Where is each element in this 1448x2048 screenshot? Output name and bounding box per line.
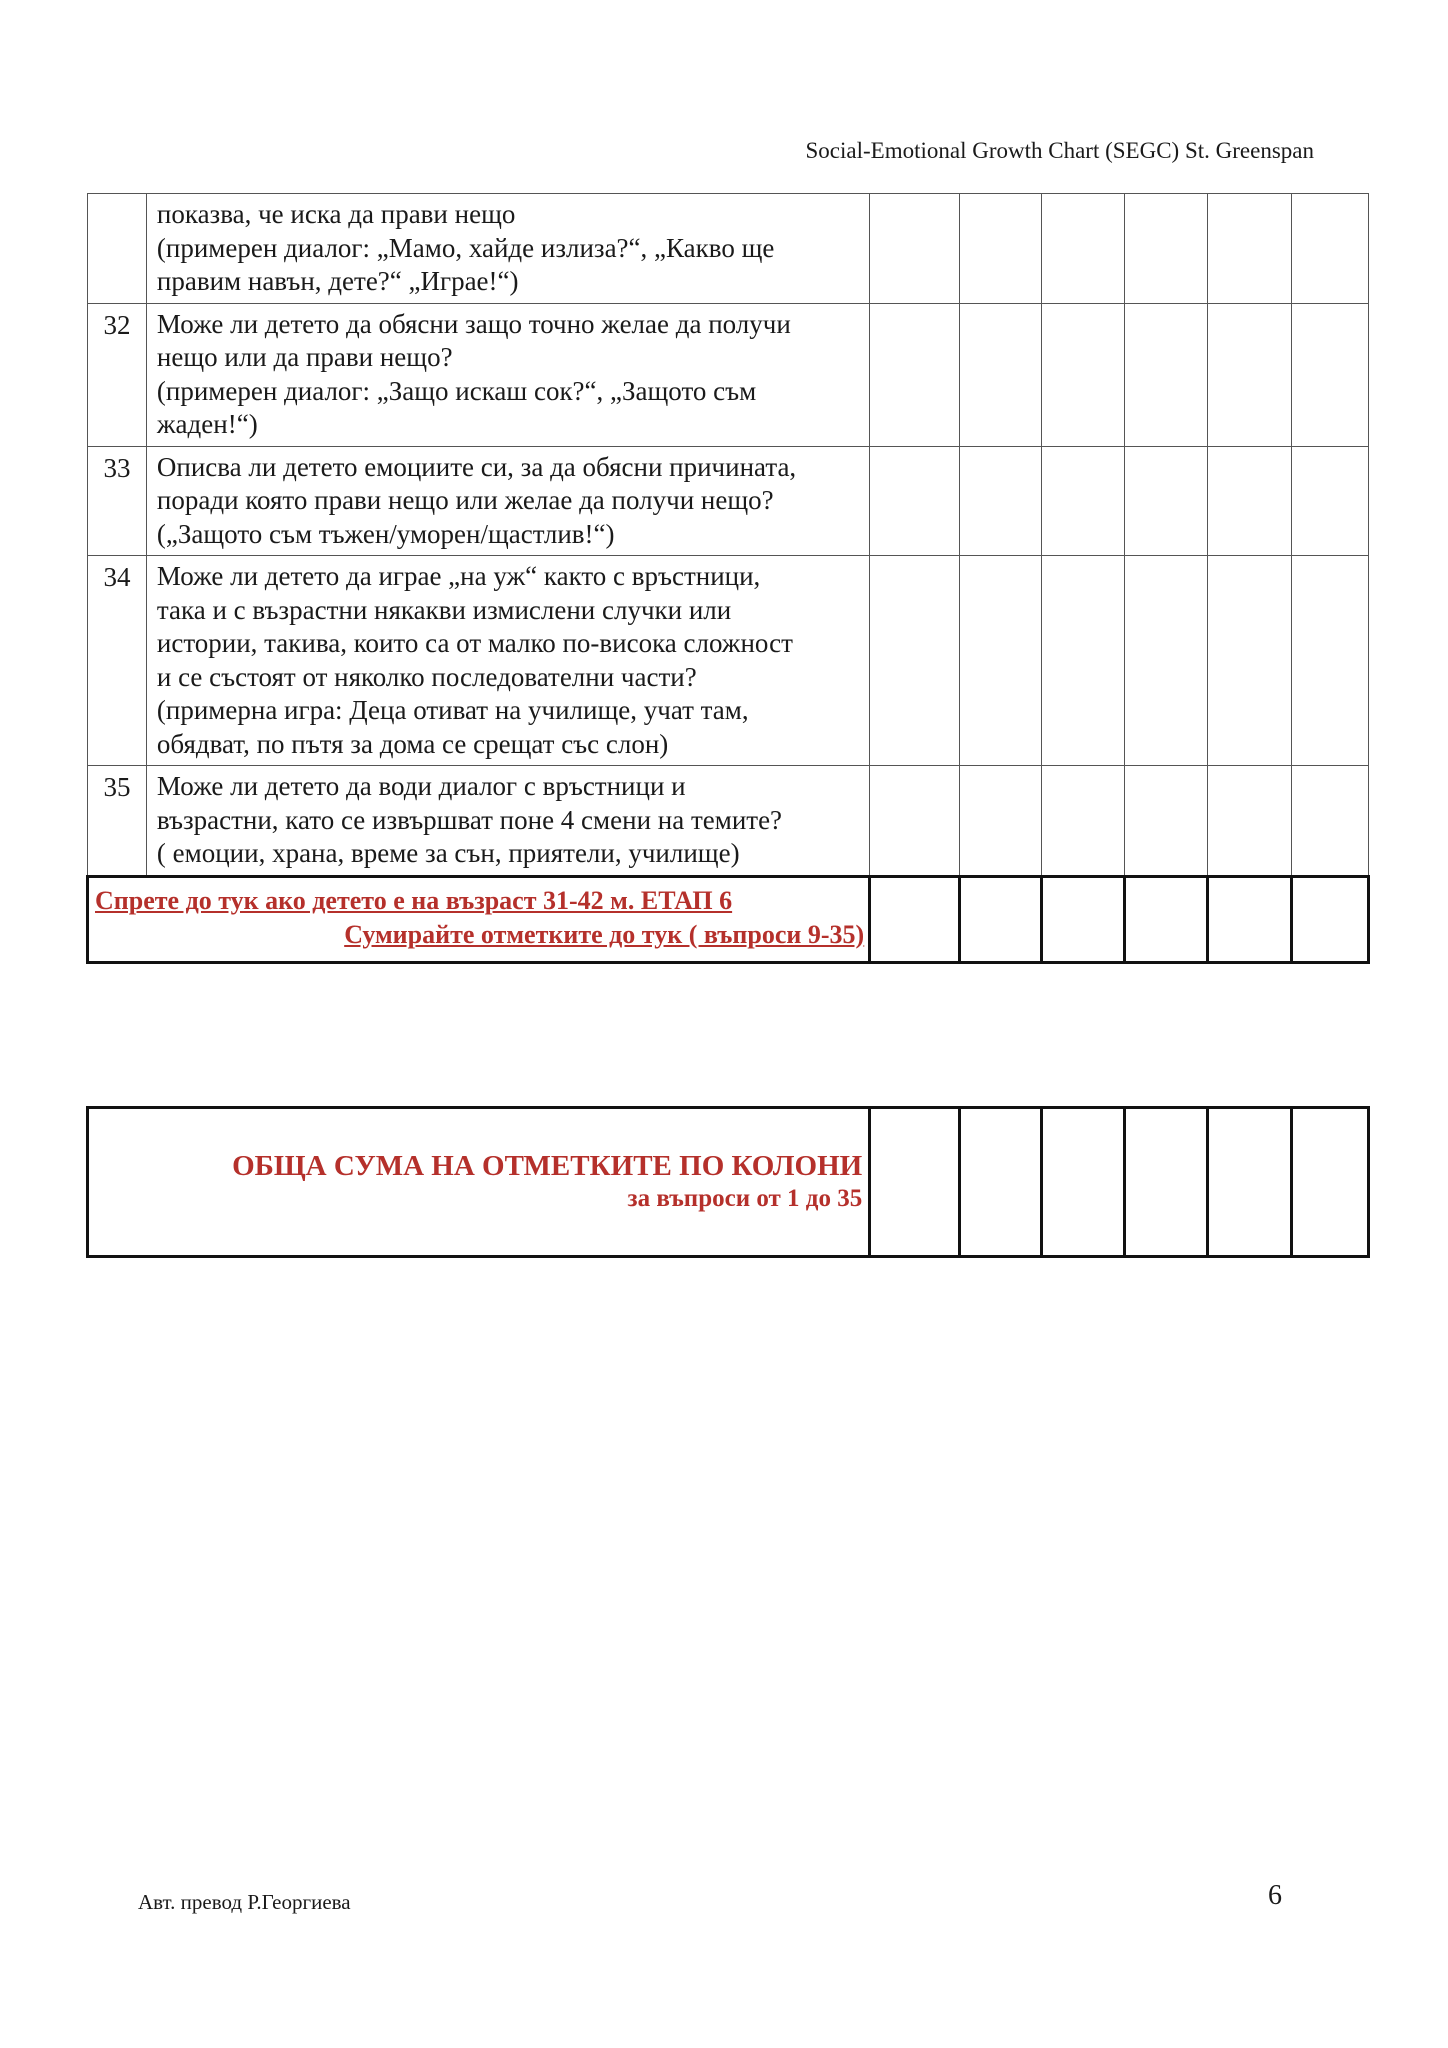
question-line: показва, че иска да прави нещо	[156, 199, 516, 229]
question-line: (примерен диалог: „Защо искаш сок?“, „Защото съм	[156, 375, 757, 406]
question-row	[88, 303, 1369, 446]
stop-instruction-cell	[88, 876, 870, 962]
answer-cell[interactable]	[1041, 556, 1124, 766]
answer-cell[interactable]	[959, 446, 1041, 556]
questionnaire-table	[86, 193, 1370, 964]
answer-cell[interactable]	[1041, 303, 1124, 446]
answer-cell[interactable]	[1208, 194, 1291, 304]
answer-cell[interactable]	[1041, 194, 1124, 304]
question-row	[88, 556, 1369, 766]
question-line: Описва ли детето емоциите си, за да обясни причината,	[156, 451, 797, 482]
answer-cell[interactable]	[959, 556, 1041, 766]
answer-cell[interactable]	[1125, 446, 1208, 556]
answer-cell[interactable]	[870, 766, 959, 877]
question-text	[146, 766, 869, 877]
total-answer-cell[interactable]	[1208, 1108, 1291, 1257]
total-answer-cell[interactable]	[1125, 1108, 1208, 1257]
total-sum-row	[88, 1108, 1369, 1257]
stop-answer-cell[interactable]	[1208, 876, 1291, 962]
question-number: 34	[88, 556, 147, 766]
question-line: (примерна игра: Деца отиват на училище, учат там,	[156, 695, 749, 725]
total-title: ОБЩА СУМА НА ОТМЕТКИТЕ ПО КОЛОНИ	[232, 1150, 863, 1182]
question-row	[88, 446, 1369, 556]
question-line: възрастни, като се извършват поне 4 смени на темите?	[156, 804, 783, 835]
question-line: и се състоят от няколко последователни части?	[156, 661, 697, 692]
answer-cell[interactable]	[1208, 766, 1291, 877]
question-number: 33	[88, 446, 147, 556]
answer-cell[interactable]	[1291, 446, 1368, 556]
stop-answer-cell[interactable]	[870, 876, 959, 962]
total-answer-cell[interactable]	[870, 1108, 959, 1257]
answer-cell[interactable]	[959, 766, 1041, 877]
question-line: Може ли детето да играе „на уж“ както с връстници,	[156, 561, 761, 591]
question-line: („Защото съм тъжен/уморен/щастлив!“)	[156, 518, 615, 549]
question-number: 35	[88, 766, 147, 877]
answer-cell[interactable]	[1125, 766, 1208, 877]
stop-summary-row	[88, 876, 1369, 962]
answer-cell[interactable]	[1208, 556, 1291, 766]
question-line: така и с възрастни някакви измислени случки или	[156, 594, 732, 625]
stop-answer-cell[interactable]	[959, 876, 1041, 962]
answer-cell[interactable]	[870, 194, 959, 304]
answer-cell[interactable]	[870, 446, 959, 556]
question-line: жаден!“)	[156, 409, 258, 439]
page-header: Social-Emotional Growth Chart (SEGC) St. Greenspan	[805, 138, 1314, 163]
question-row	[88, 766, 1369, 877]
answer-cell[interactable]	[1291, 194, 1368, 304]
question-line: (примерен диалог: „Мамо, хайде излиза?“, „Какво ще	[156, 232, 775, 263]
answer-cell[interactable]	[959, 194, 1041, 304]
translator-credit: Авт. превод Р.Георгиева	[138, 1890, 351, 1914]
total-answer-cell[interactable]	[959, 1108, 1041, 1257]
answer-cell[interactable]	[1125, 303, 1208, 446]
question-line: ( емоции, храна, време за сън, приятели, училище)	[156, 838, 740, 868]
answer-cell[interactable]	[1125, 556, 1208, 766]
stop-instruction: Спрете до тук ако детето е на възраст 31-42 м. ЕТАП 6	[95, 885, 733, 915]
answer-cell[interactable]	[870, 303, 959, 446]
answer-cell[interactable]	[1041, 766, 1124, 877]
sum-instruction: Сумирайте отметките до тук ( въпроси 9-35)	[344, 919, 865, 949]
question-line: нещо или да прави нещо?	[156, 342, 453, 372]
answer-cell[interactable]	[959, 303, 1041, 446]
question-line: правим навън, дете?“ „Играе!“)	[156, 266, 519, 296]
question-text	[146, 556, 869, 766]
question-number	[88, 194, 147, 304]
question-text	[146, 303, 869, 446]
question-row	[88, 194, 1369, 304]
question-line: Може ли детето да води диалог с връстници и	[156, 771, 686, 801]
question-line: истории, такива, които са от малко по-висока сложност	[156, 628, 793, 658]
question-text	[146, 446, 869, 556]
answer-cell[interactable]	[1041, 446, 1124, 556]
total-answer-cell[interactable]	[1291, 1108, 1368, 1257]
answer-cell[interactable]	[1291, 556, 1368, 766]
answer-cell[interactable]	[1291, 303, 1368, 446]
question-line: обядват, по пътя за дома се срещат със слон)	[156, 728, 669, 759]
stop-answer-cell[interactable]	[1125, 876, 1208, 962]
question-line: Може ли детето да обясни защо точно желае да получи	[156, 308, 791, 339]
total-label-cell	[88, 1108, 870, 1257]
answer-cell[interactable]	[870, 556, 959, 766]
question-text	[146, 194, 869, 304]
answer-cell[interactable]	[1291, 766, 1368, 877]
answer-cell[interactable]	[1208, 446, 1291, 556]
page-number: 6	[1268, 1880, 1282, 1911]
total-sum-table	[86, 1106, 1370, 1258]
total-answer-cell[interactable]	[1041, 1108, 1124, 1257]
stop-answer-cell[interactable]	[1291, 876, 1368, 962]
question-line: поради която прави нещо или желае да получи нещо?	[156, 485, 774, 515]
total-subtitle: за въпроси от 1 до 35	[627, 1185, 863, 1212]
stop-answer-cell[interactable]	[1041, 876, 1124, 962]
question-number: 32	[88, 303, 147, 446]
answer-cell[interactable]	[1208, 303, 1291, 446]
answer-cell[interactable]	[1125, 194, 1208, 304]
